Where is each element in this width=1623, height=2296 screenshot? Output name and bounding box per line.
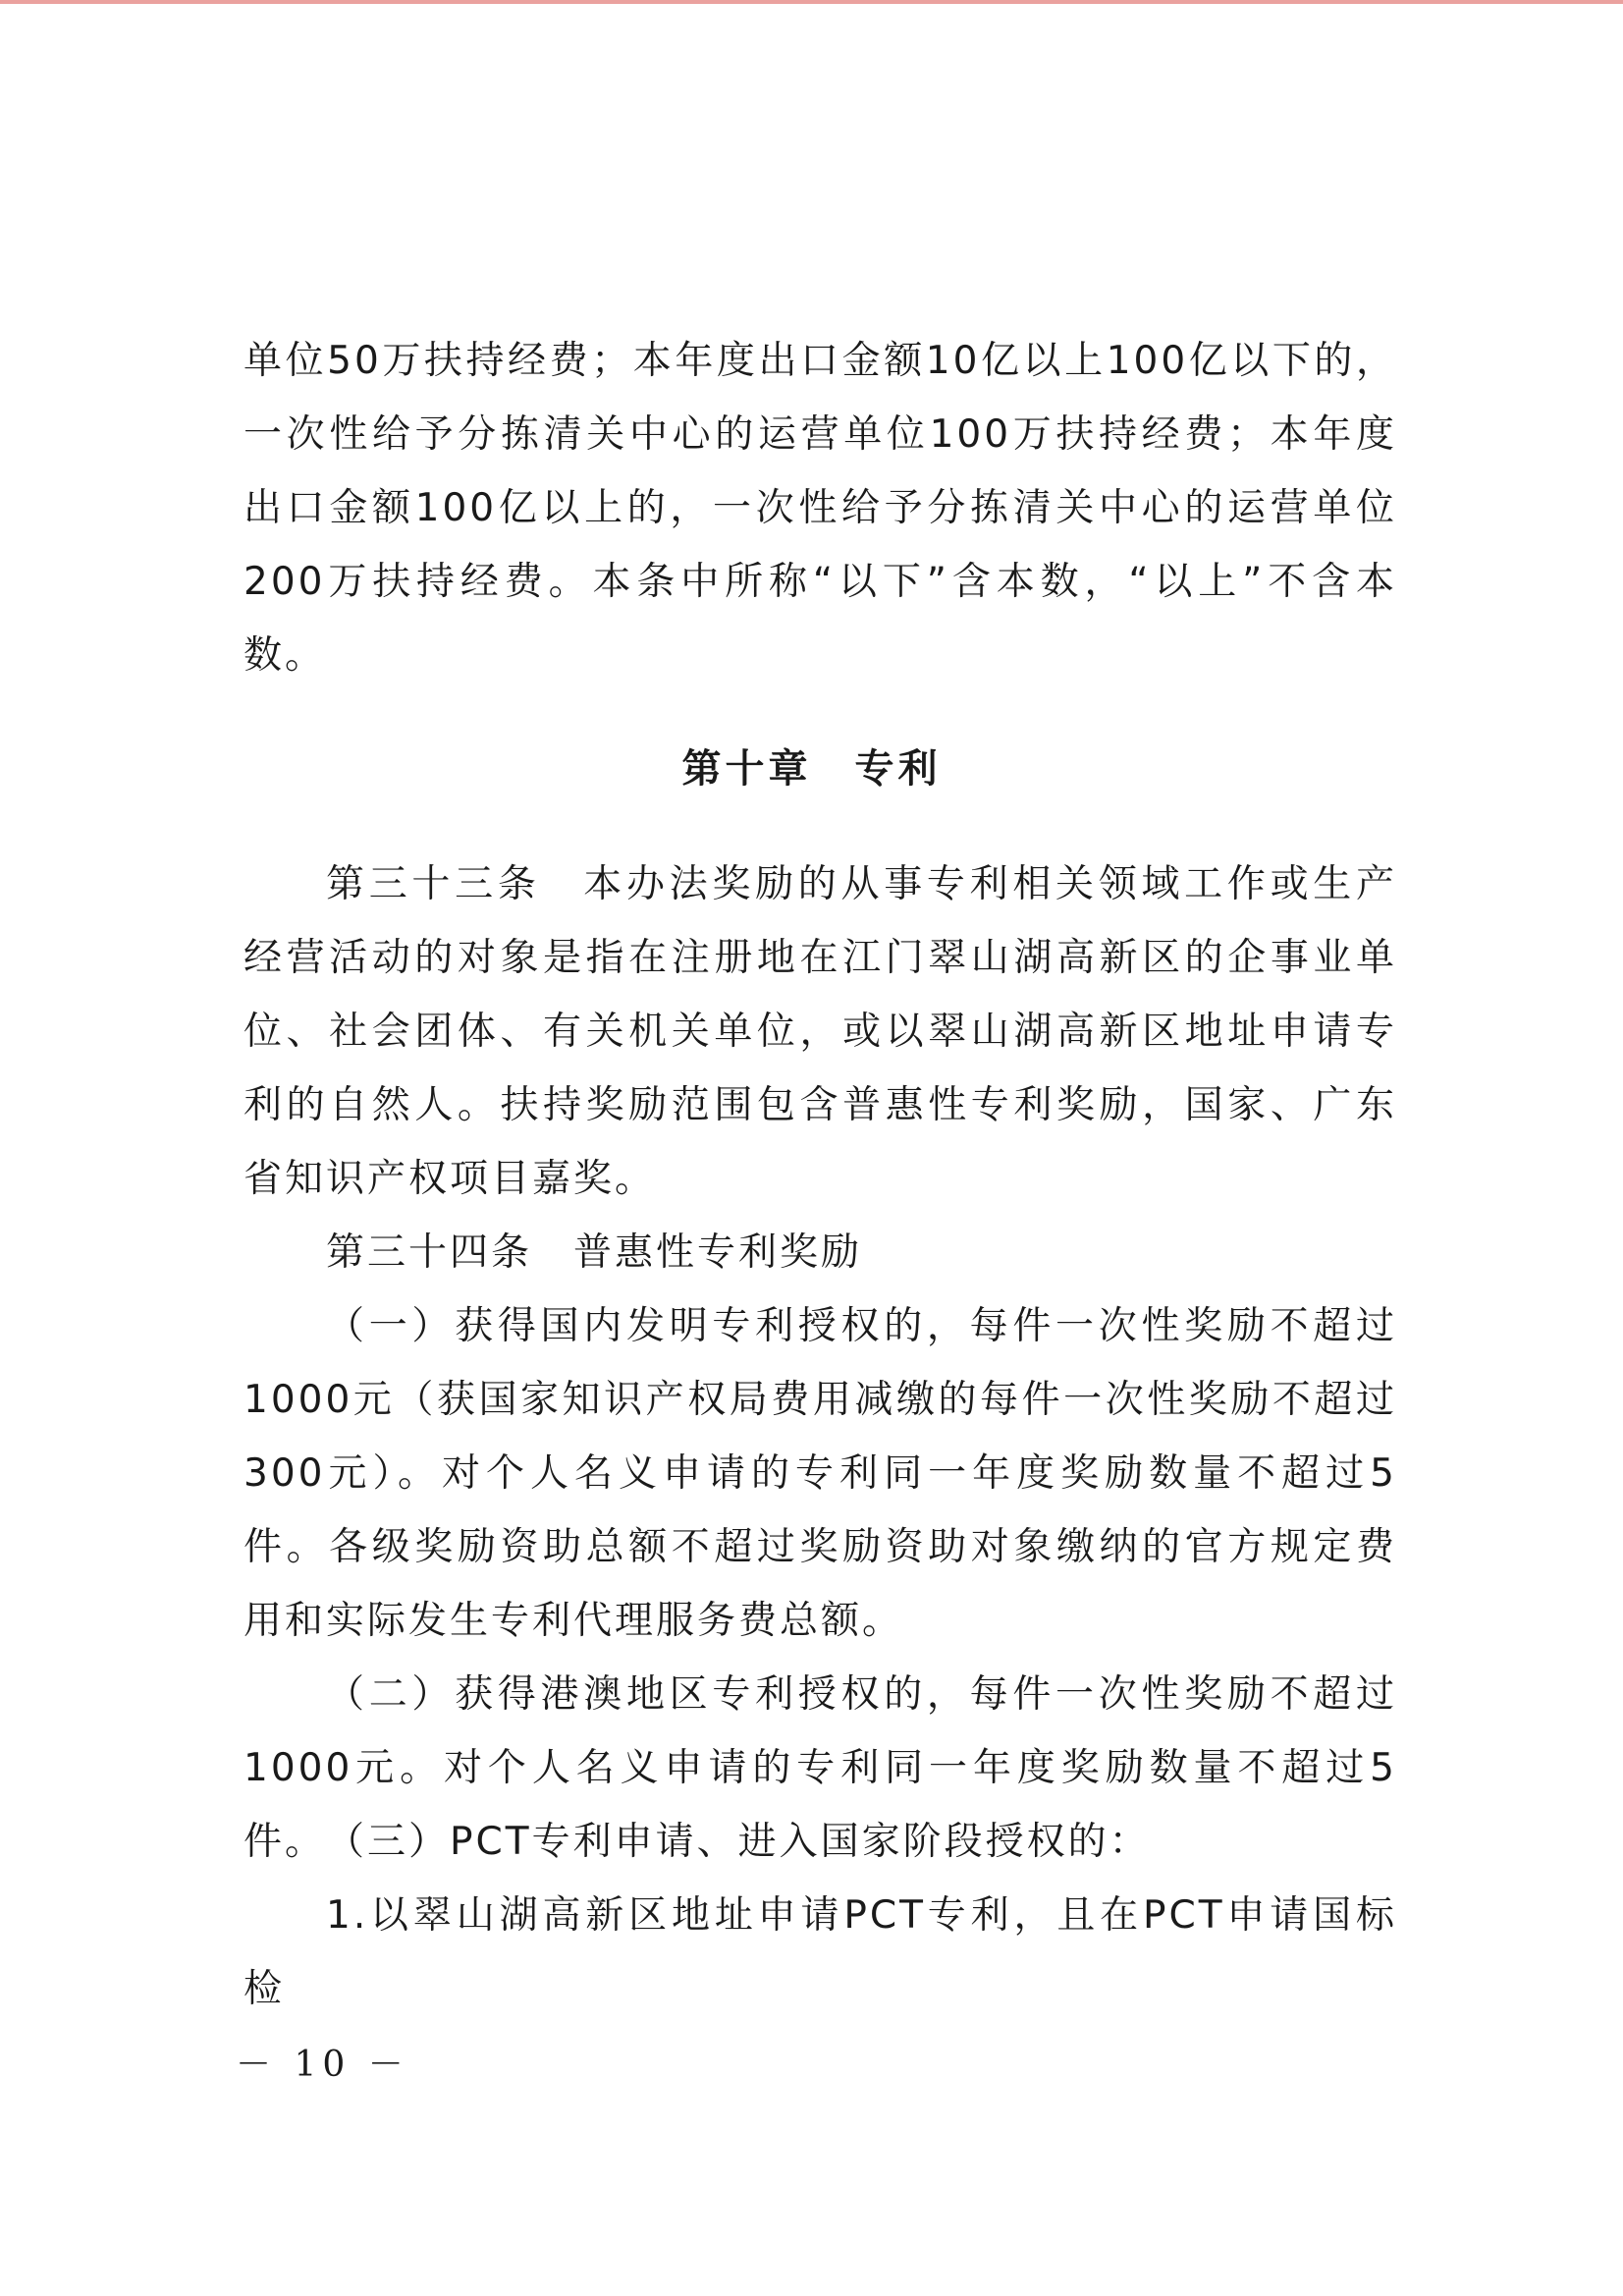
item-2-paragraph: （二）获得港澳地区专利授权的，每件一次性奖励不超过1000元。对个人名义申请的专利同一年度奖励数量不超过5件。 <box>243 1672 1397 1864</box>
continuation-paragraph: 单位50万扶持经费；本年度出口金额10亿以上100亿以下的，一次性给予分拣清关中心的运营单位100万扶持经费；本年度出口金额100亿以上的，一次性给予分拣清关中心的运营单位200万扶持经费。本条中所称“以下”含本数，“以上”不含本数。 <box>243 339 1397 678</box>
article-34-heading: 第三十四条 普惠性专利奖励 <box>326 1230 863 1275</box>
item-3-1-paragraph: 1.以翠山湖高新区地址申请PCT专利，且在PCT申请国标检 <box>243 1893 1397 2011</box>
chapter-title: 第十章 专利 <box>681 746 942 792</box>
item-3-paragraph: （三）PCT专利申请、进入国家阶段授权的： <box>326 1820 1151 1864</box>
page-number: － 10 － <box>236 2045 409 2085</box>
article-33-paragraph: 第三十三条 本办法奖励的从事专利相关领域工作或生产经营活动的对象是指在注册地在江门翠山湖高新区的企事业单位、社会团体、有关机关单位，或以翠山湖高新区地址申请专利的自然人。扶持奖励范围包含普惠性专利奖励，国家、广东省知识产权项目嘉奖。 <box>243 862 1397 1201</box>
item-1-paragraph: （一）获得国内发明专利授权的，每件一次性奖励不超过1000元（获国家知识产权局费用减缴的每件一次性奖励不超过300元）。对个人名义申请的专利同一年度奖励数量不超过5件。各级奖励资助总额不超过奖励资助对象缴纳的官方规定费用和实际发生专利代理服务费总额。 <box>243 1304 1397 1643</box>
